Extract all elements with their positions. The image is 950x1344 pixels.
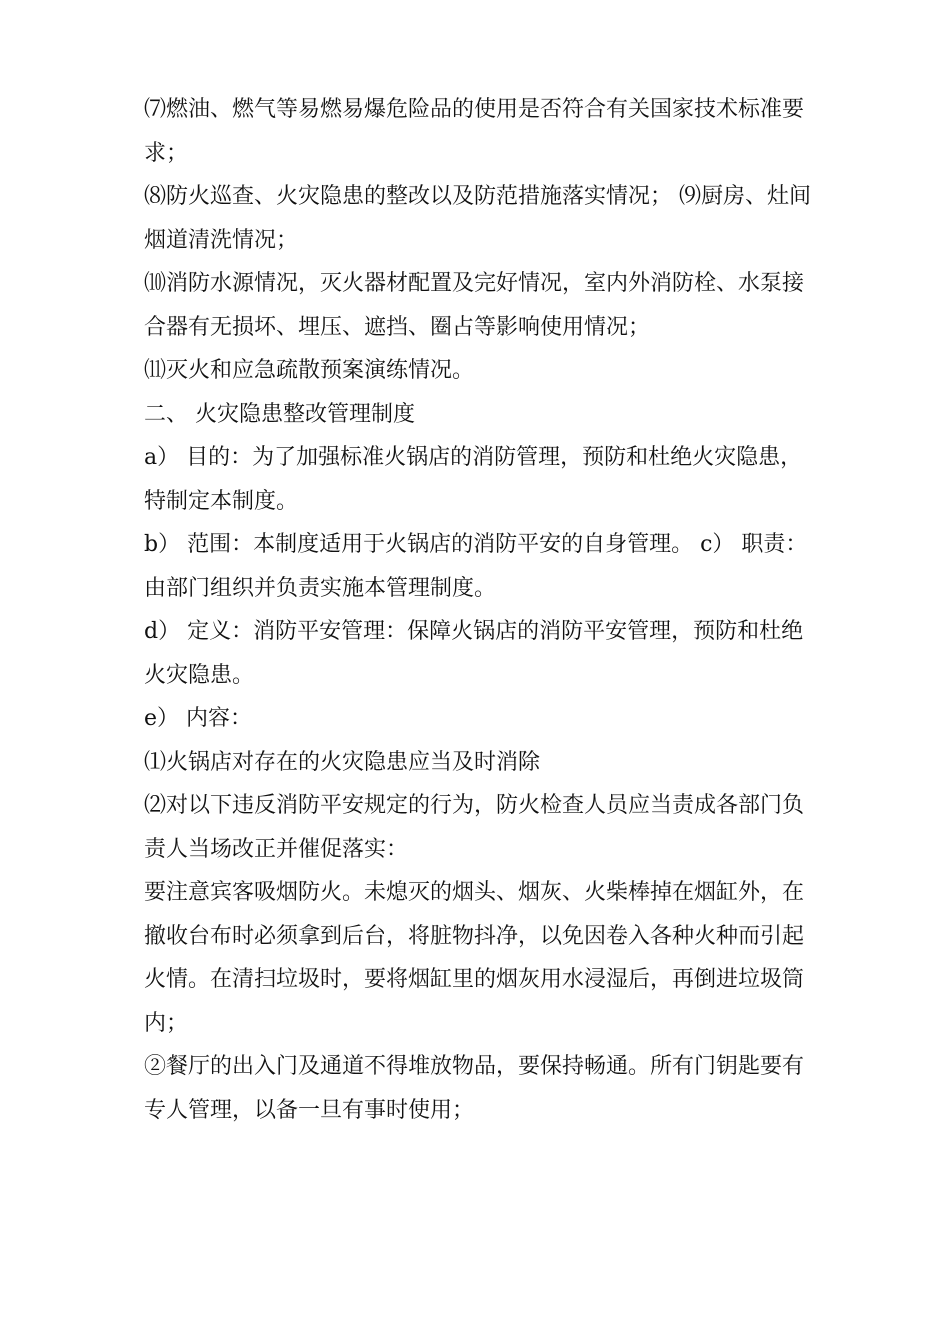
- definition-paragraph: d） 定义：消防平安管理：保障火锅店的消防平安管理，预防和杜绝火灾隐患。: [144, 619, 804, 688]
- purpose-paragraph: a） 目的：为了加强标准火锅店的消防管理，预防和杜绝火灾隐患，特制定本制度。: [144, 445, 803, 514]
- content-item-2: ⑵对以下违反消防平安规定的行为，防火检查人员应当责成各部门负责人当场改正并催促落实：: [144, 793, 805, 862]
- item-8-9-paragraph: ⑻防火巡查、火灾隐患的整改以及防范措施落实情况； ⑼厨房、灶间烟道清洗情况；: [144, 184, 811, 253]
- item-11-paragraph: ⑾灭火和应急疏散预案演练情况。: [144, 358, 475, 383]
- scope-duty-paragraph: b） 范围：本制度适用于火锅店的消防平安的自身管理。 c） 职责：由部门组织并负责实施本管理制度。: [144, 532, 808, 601]
- content-heading: e） 内容：: [144, 706, 253, 731]
- item-7-paragraph: ⑺燃油、燃气等易燃易爆危险品的使用是否符合有关国家技术标准要求；: [144, 97, 805, 166]
- item-10-paragraph: ⑽消防水源情况，灭火器材配置及完好情况，室内外消防栓、水泵接合器有无损坏、埋压、遮挡、圈占等影响使用情况；: [144, 271, 805, 340]
- section-heading: 二、 火灾隐患整改管理制度: [144, 401, 415, 427]
- content-item-1: ⑴火锅店对存在的火灾隐患应当及时消除: [144, 749, 541, 775]
- smoking-paragraph: 要注意宾客吸烟防火。未熄灭的烟头、烟灰、火柴棒掉在烟缸外，在撤收台布时必须拿到后台，将脏物抖净，以免因卷入各种火种而引起火情。在清扫垃圾时，要将烟缸里的烟灰用水浸湿后，再倒进垃圾筒内；: [144, 880, 805, 1036]
- passage-paragraph: ②餐厅的出入门及通道不得堆放物品，要保持畅通。所有门钥匙要有专人管理，以备一旦有事时使用；: [144, 1054, 805, 1123]
- document-body: [144, 88, 814, 1132]
